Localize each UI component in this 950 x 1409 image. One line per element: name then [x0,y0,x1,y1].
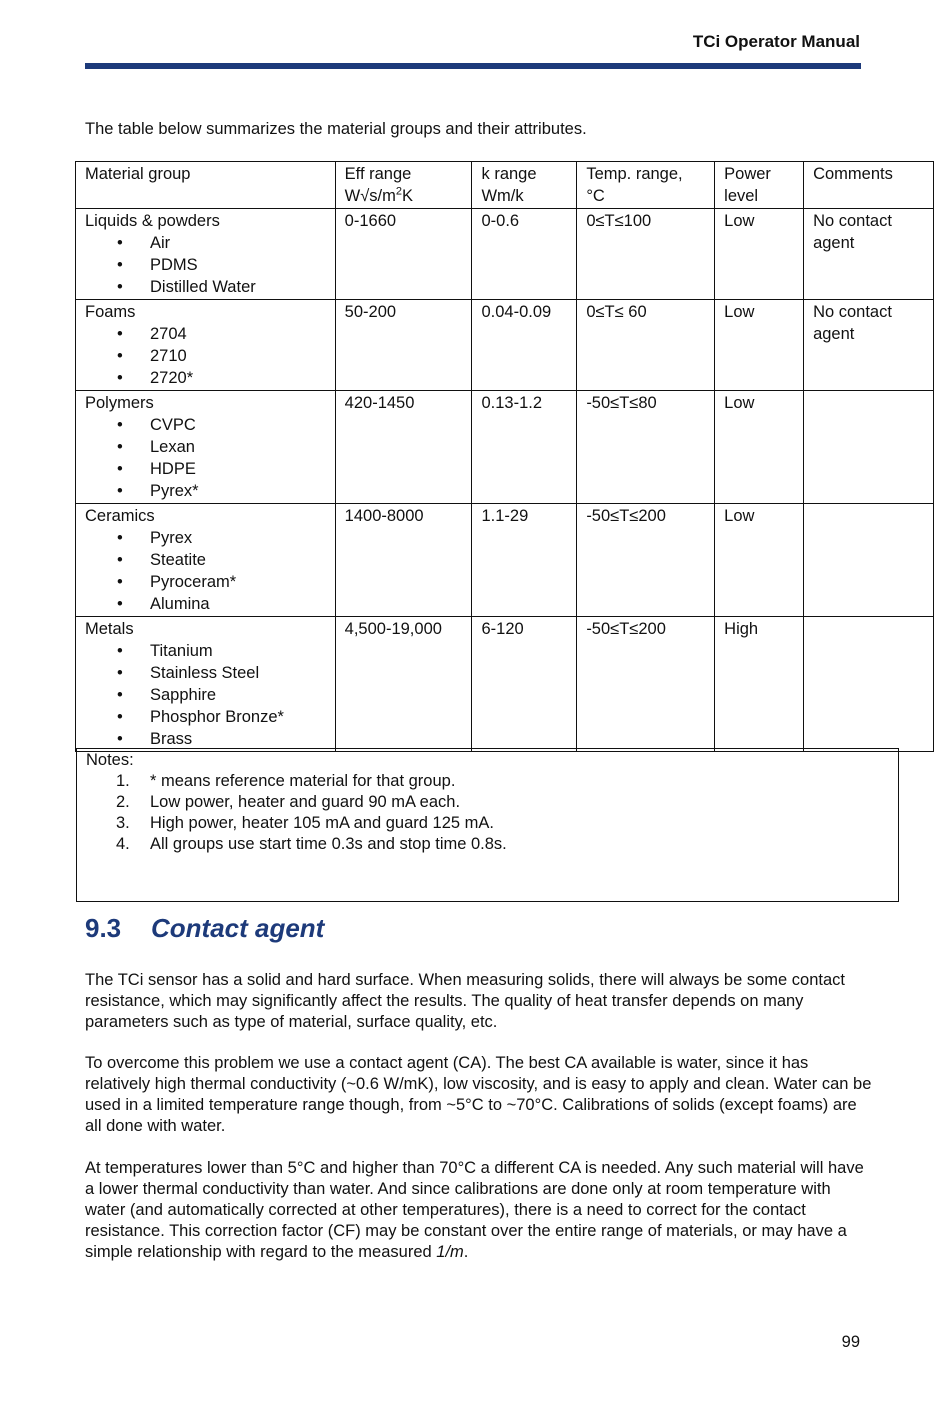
table-row [76,617,934,752]
cell-temp: 0≤T≤ 60 [577,300,715,391]
material-item: • Pyrex [150,527,326,549]
material-item: • HDPE [150,458,326,480]
cell-group [76,209,336,300]
cell-power: Low [715,209,804,300]
header-rule [85,63,861,69]
note-item [86,834,889,855]
cell-k: 0.04-0.09 [472,300,577,391]
cell-temp: -50≤T≤200 [577,504,715,617]
header-cell-k: k range Wm/k [472,162,577,209]
material-item: • Titanium [150,640,326,662]
cell-group [76,504,336,617]
material-item: • 2704 [150,323,326,345]
material-list [85,414,326,502]
material-item: • Steatite [150,549,326,571]
header-title: TCi Operator Manual [692,32,860,51]
cell-temp: -50≤T≤200 [577,617,715,752]
cell-comments [804,617,934,752]
material-item: • Pyrex* [150,480,326,502]
note-number: 2. [116,793,130,811]
cell-k: 0-0.6 [472,209,577,300]
cell-group [76,391,336,504]
material-item: • 2720* [150,367,326,389]
material-list [85,640,326,750]
note-number: 1. [116,772,130,790]
material-item: • Sapphire [150,684,326,706]
material-item: • Pyroceram* [150,571,326,593]
cell-power: Low [715,300,804,391]
table-row [76,209,934,300]
header-cell-temp: Temp. range, °C [577,162,715,209]
cell-comments: No contact agent [804,209,934,300]
group-name: Liquids & powders [85,212,220,230]
cell-eff: 0-1660 [335,209,472,300]
material-item: • PDMS [150,254,326,276]
note-item [86,813,889,834]
note-number: 4. [116,835,130,853]
table-row [76,300,934,391]
cell-temp: 0≤T≤100 [577,209,715,300]
header-cell-group: Material group [76,162,336,209]
header-cell-eff: Eff range $W√s/m^2K$ [335,162,472,209]
cell-power: High [715,617,804,752]
material-item: • Alumina [150,593,326,615]
note-text: * means reference material for that group. [150,772,456,790]
section-number: 9.3 [85,913,122,943]
cell-eff: 1400-8000 [335,504,472,617]
notes-list [86,771,889,855]
material-item: • Distilled Water [150,276,326,298]
group-name: Ceramics [85,507,155,525]
section-title: Contact agent [151,913,325,943]
group-name: Polymers [85,394,154,412]
cell-comments: No contact agent [804,300,934,391]
material-list [85,527,326,615]
cell-group [76,300,336,391]
material-table [75,161,934,752]
note-text: All groups use start time 0.3s and stop time 0.8s. [150,835,507,853]
table-header-row [76,162,934,209]
cell-power: Low [715,391,804,504]
paragraph-1: The TCi sensor has a solid and hard surface. When measuring solids, there will always be some contact resistance, which may significantly affect the results. The quality of heat transfer depends on many parameters such as type of material, surface quality, etc. [85,971,845,1031]
note-text: Low power, heater and guard 90 mA each. [150,793,461,811]
note-item [86,771,889,792]
table-row [76,504,934,617]
paragraph-3: At temperatures lower than 5°C and higher than 70°C a different CA is needed. Any such material will have a lower thermal conductivity than water. And since calibrations are done only at room temperature with water (and automatically corrected at other temperatures), there is a need to correct for the contact resistance. This correction factor (CF) may be constant over the entire range of materials, or may have a simple relationship with regard to the measured 1/m. [85,1159,864,1261]
notes-box [76,748,899,902]
material-item: • Stainless Steel [150,662,326,684]
cell-group [76,617,336,752]
note-number: 3. [116,814,130,832]
cell-temp: -50≤T≤80 [577,391,715,504]
paragraph-2: To overcome this problem we use a contact agent (CA). The best CA available is water, since it has relatively high thermal conductivity (~0.6 W/mK), low viscosity, and is easy to apply and clean. Water can be used in a limited temperature range though, from ~5°C to ~70°C. Calibrations of solids (except foams) are all done with water. [85,1054,872,1135]
cell-comments [804,391,934,504]
intro-text: The table below summarizes the material groups and their attributes. [85,120,587,138]
group-name: Metals [85,620,134,638]
material-list [85,232,326,298]
table-row [76,391,934,504]
material-item: • Lexan [150,436,326,458]
cell-k: 0.13-1.2 [472,391,577,504]
cell-eff: 50-200 [335,300,472,391]
cell-eff: 4,500-19,000 [335,617,472,752]
cell-comments [804,504,934,617]
note-text: High power, heater 105 mA and guard 125 mA. [150,814,494,832]
material-list [85,323,326,389]
note-item [86,792,889,813]
cell-power: Low [715,504,804,617]
header-cell-power: Power level [715,162,804,209]
cell-k: 1.1-29 [472,504,577,617]
material-item: • Air [150,232,326,254]
material-item: • Phosphor Bronze* [150,706,326,728]
header-cell-comments: Comments [804,162,934,209]
material-item: • CVPC [150,414,326,436]
cell-eff: 420-1450 [335,391,472,504]
page-number: 99 [841,1333,860,1351]
material-item: • Brass [150,728,326,750]
cell-k: 6-120 [472,617,577,752]
section-heading [85,913,325,944]
material-item: • 2710 [150,345,326,367]
group-name: Foams [85,303,136,321]
notes-title: Notes: [86,751,134,769]
